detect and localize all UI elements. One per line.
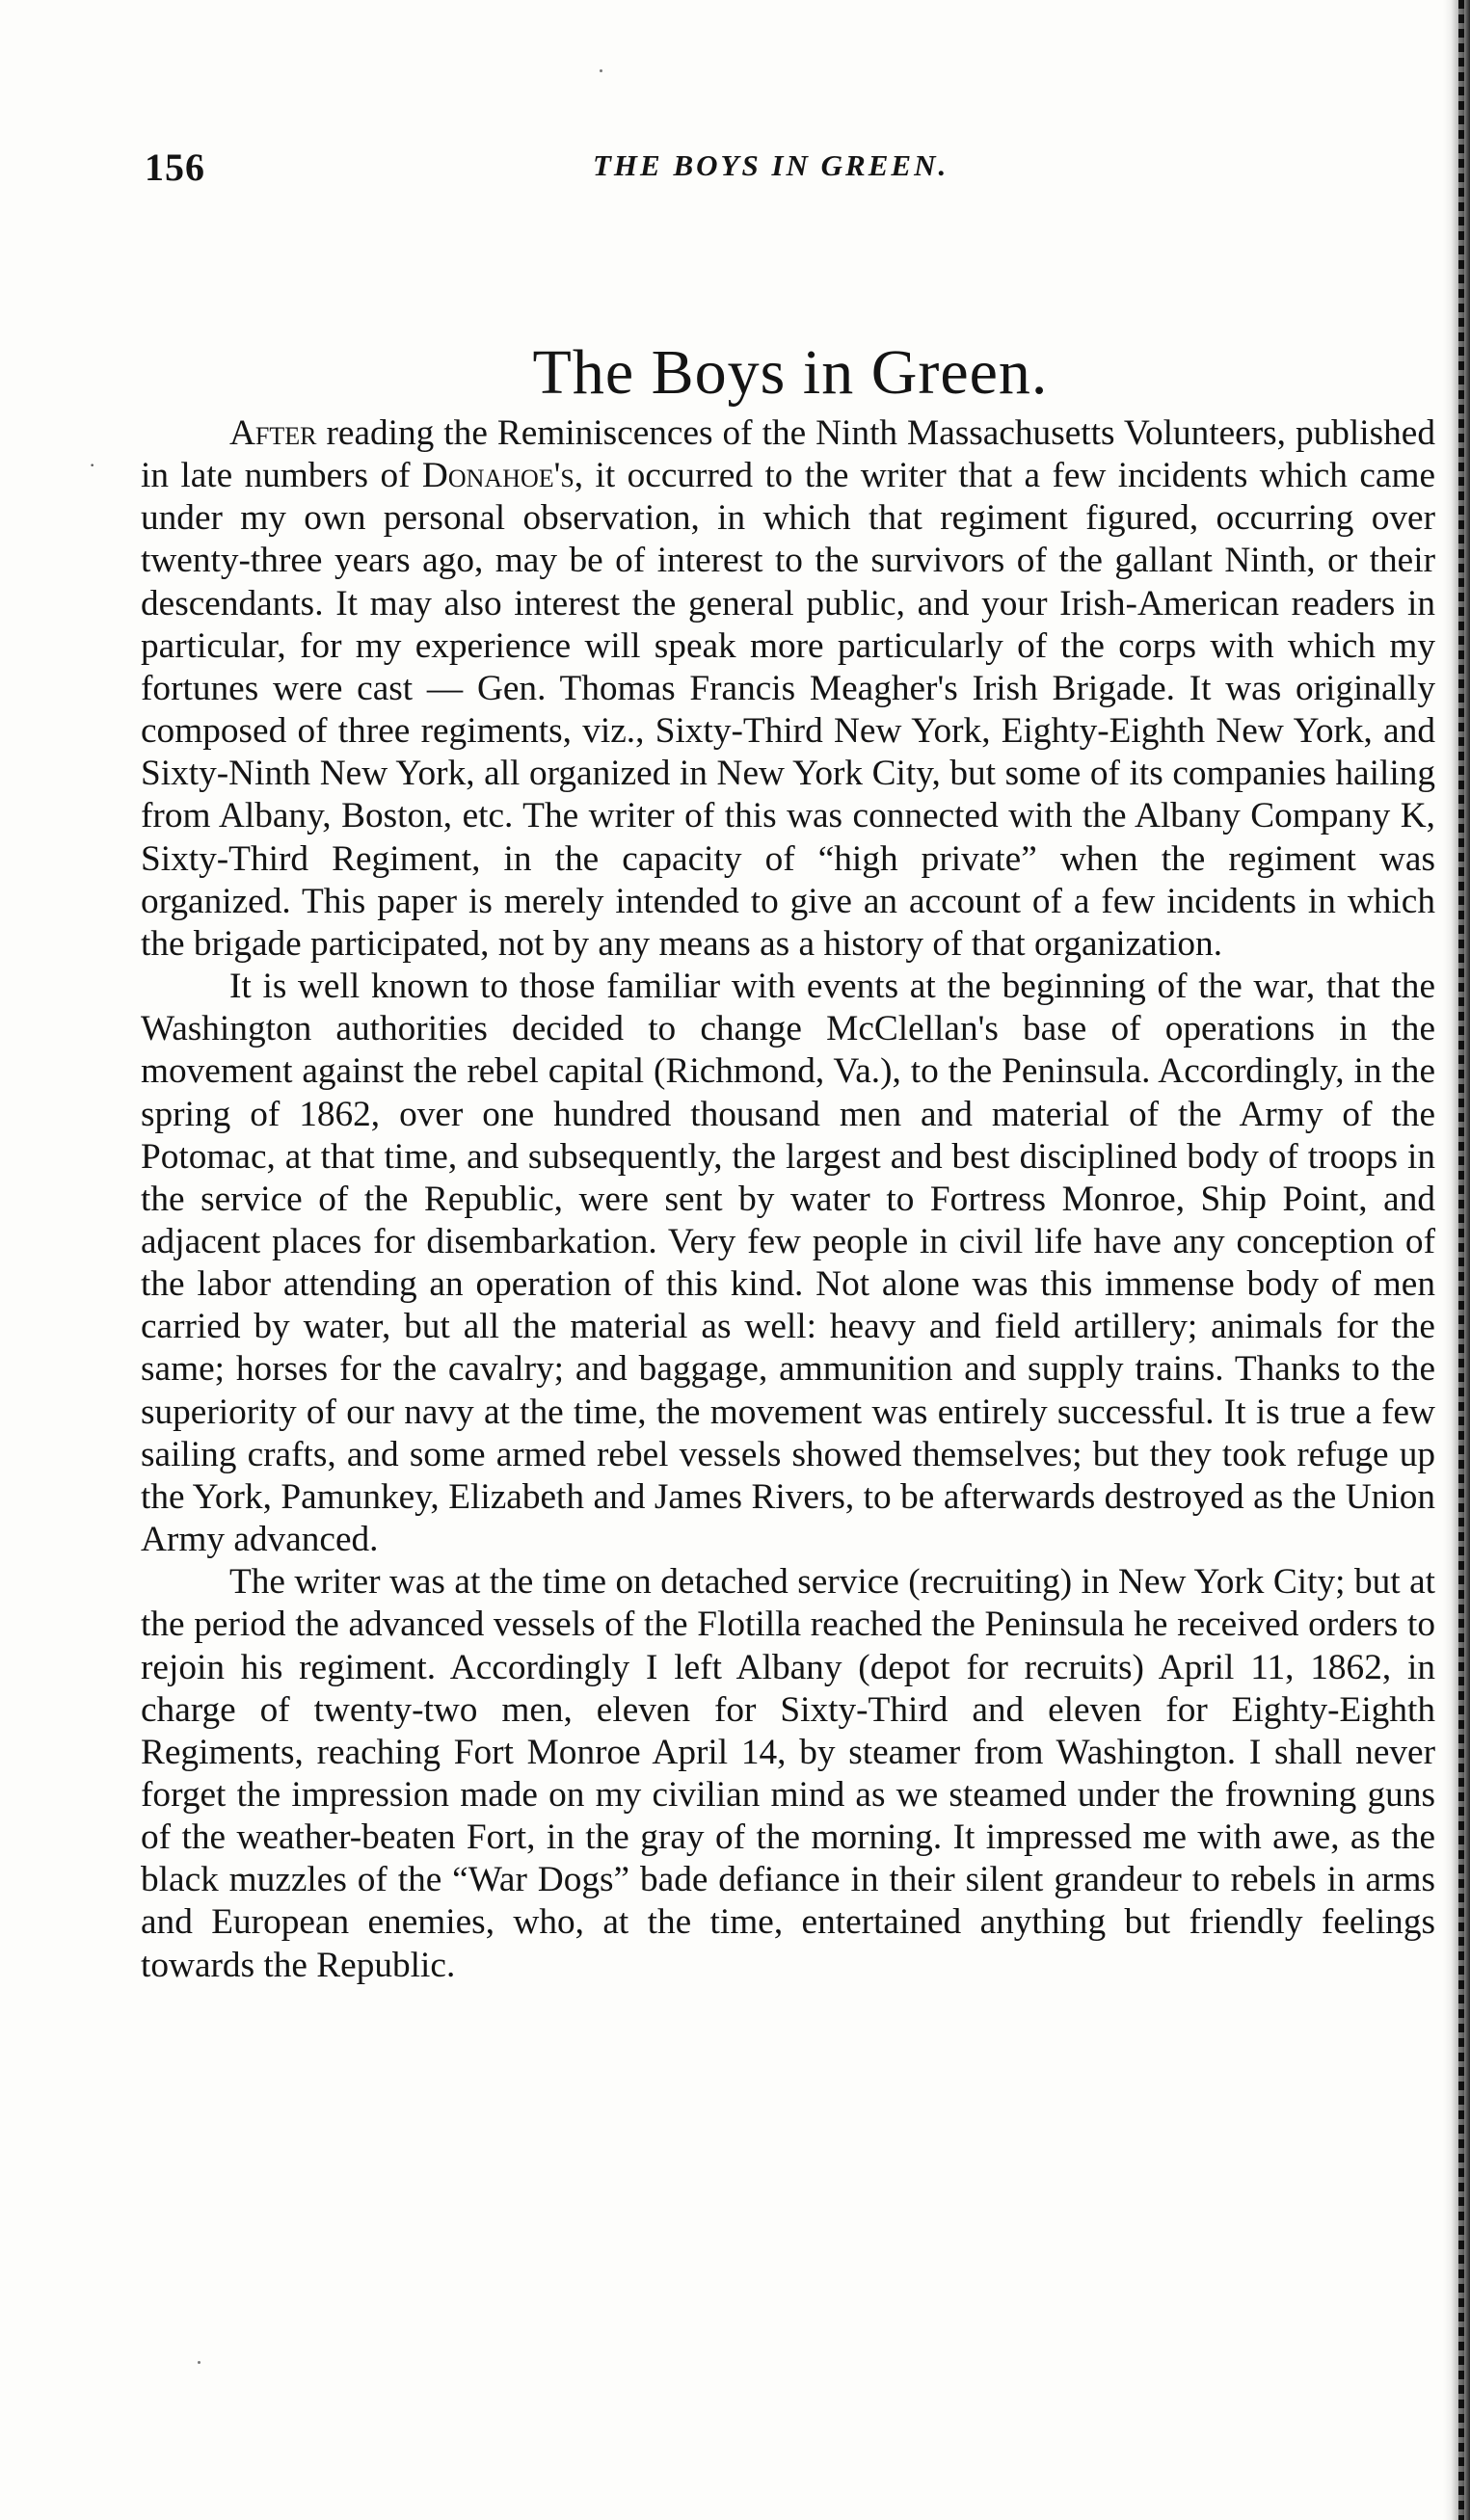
paragraph-1-text-a: reading the Reminiscences of the Ninth Massachusetts Volunteers, published in late numbers of: [141, 413, 1435, 496]
running-title: THE BOYS IN GREEN.: [593, 148, 949, 182]
article-body: [141, 412, 1435, 1987]
paper-speck: [198, 2361, 200, 2364]
margin-speck: ·: [89, 453, 96, 477]
running-head: [145, 145, 1436, 193]
page-number: 156: [145, 146, 205, 189]
article-title: The Boys in Green.: [532, 337, 1049, 409]
paragraph-2: It is well known to those familiar with events at the beginning of the war, that the Washington authorities decided to change McClellan's base of operations in the movement against the rebel capital (Richmond, Va.), to the Peninsula. Accordingly, in the spring of 1862, over one hundred thousand men and material of the Army of the Potomac, at that time, and subsequently, the largest and best disciplined body of troops in the service of the Republic, were sent by water to Fortress Monroe, Ship Point, and adjacent places for disembarkation. Very few people in civil life have any conception of the labor attending an operation of this kind. Not alone was this immense body of men carried by water, but all the material as well: heavy and field artillery; animals for the same; horses for the cavalry; and baggage, ammunition and supply trains. Thanks to the superiority of our navy at the time, the movement was entirely successful. It is true a few sailing crafts, and some armed rebel vessels showed themselves; but they took refuge up the York, Pamunkey, Elizabeth and James Rivers, to be afterwards destroyed as the Union Army advanced.: [141, 967, 1435, 1560]
paragraph-3: The writer was at the time on detached service (recruiting) in New York City; but at the period the advanced vessels of the Flotilla reached the Peninsula he received orders to rejoin his regiment. Accordingly I left Albany (depot for recruits) April 11, 1862, in charge of twenty-two men, eleven for Sixty-Third and eleven for Eighty-Eighth Regiments, reaching Fort Monroe April 14, by steamer from Washington. I shall never forget the impression made on my civilian mind as we steamed under the frowning guns of the weather-beaten Fort, in the gray of the morning. It impressed me with awe, as the black muzzles of the “War Dogs” bade defiance in their silent grandeur to rebels in arms and European enemies, who, at the time, entertained anything but friendly feelings towards the Republic.: [141, 1562, 1435, 1985]
magazine-name: Donahoe's: [421, 456, 575, 496]
binding-shadow: [1443, 0, 1470, 2520]
paper-speck: [600, 69, 602, 72]
paragraph-1: [141, 412, 1435, 966]
lead-word: After: [229, 413, 317, 453]
paragraph-1-text-b: , it occurred to the writer that a few incidents which came under my own personal observation, in which that regiment figured, occurring over twenty-three years ago, may be of interest to the survivors of the gallant Ninth, or their descendants. It may also interest the general public, and your Irish-American readers in particular, for my experience will speak more particularly of the corps with which my fortunes were cast — Gen. Thomas Francis Meagher's Irish Brigade. It was originally composed of three regiments, viz., Sixty-Third New York, Eighty-Eighth New York, and Sixty-Ninth New York, all organized in New York City, but some of its companies hailing from Albany, Boston, etc. The writer of this was connected with the Albany Company K, Sixty-Third Regiment, in the capacity of “high private” when the regiment was organized. This paper is merely intended to give an account of a few incidents in which the brigade participated, not by any means as a history of that organization.: [141, 456, 1436, 964]
